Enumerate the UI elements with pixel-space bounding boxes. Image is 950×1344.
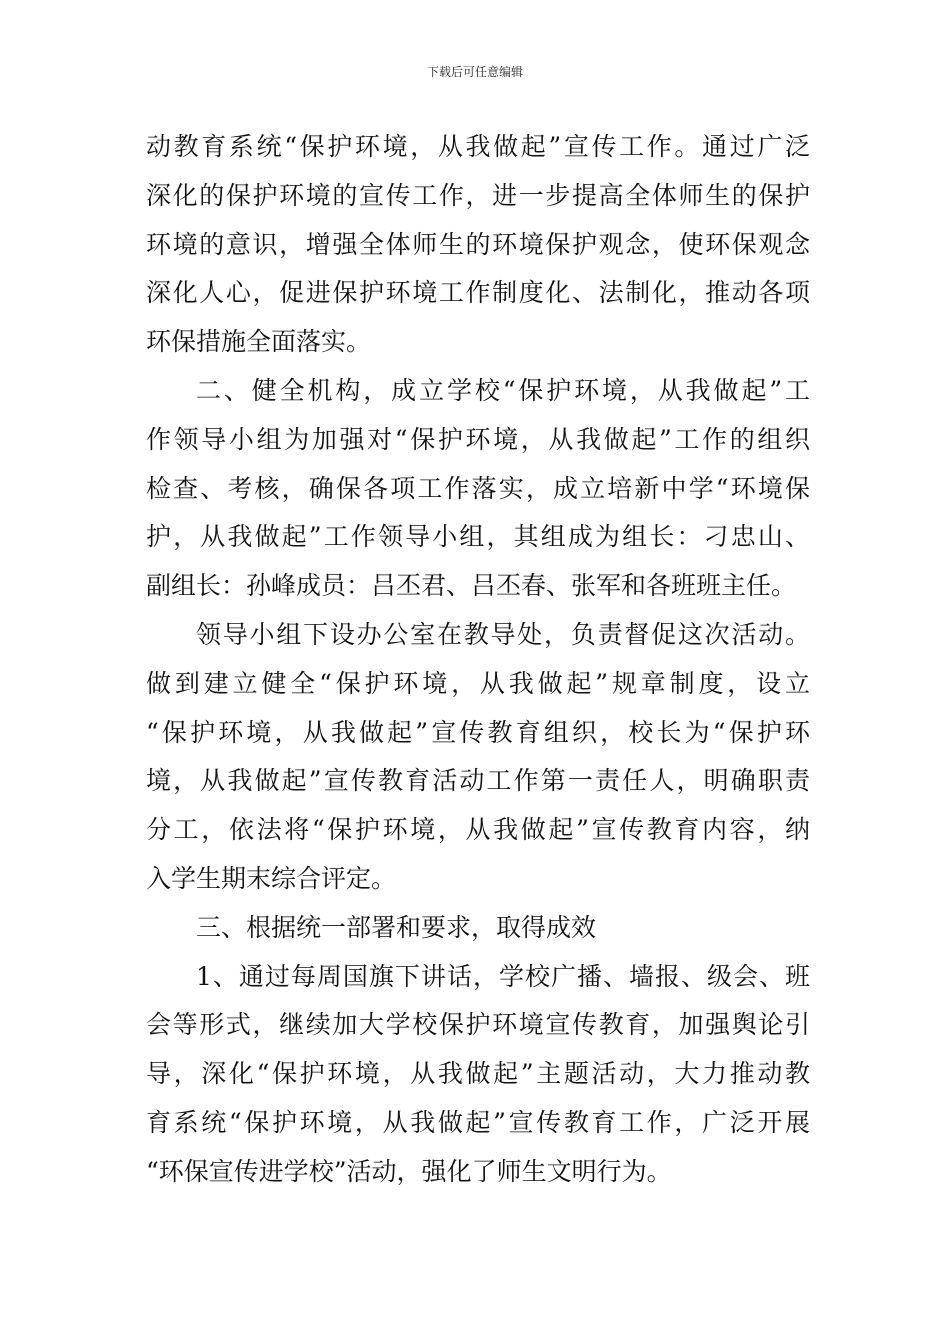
text-line: 动教育系统“保护环境，从我做起”宣传工作。通过广泛 xyxy=(146,132,810,161)
text-line: 育系统“保护环境，从我做起”宣传教育工作，广泛开展 xyxy=(146,1107,810,1137)
text-line: 做到建立健全“保护环境，从我做起”规章制度，设立 xyxy=(146,668,810,698)
text-line: 作领导小组为加强对“保护环境，从我做起”工作的组织 xyxy=(146,424,810,454)
text-line: 入学生期末综合评定。 xyxy=(146,863,397,893)
paragraph xyxy=(146,953,810,1197)
text-line: “保护环境，从我做起”宣传教育组织，校长为“保护环 xyxy=(146,717,810,747)
text-line: 导，深化“保护环境，从我做起”主题活动，大力推动教 xyxy=(146,1059,810,1089)
text-line: 领导小组下设办公室在教导处，负责督促这次活动。 xyxy=(196,619,810,649)
paragraph xyxy=(146,367,810,611)
text-line: 护，从我做起”工作领导小组，其组成为组长：刁忠山、 xyxy=(146,522,810,552)
paragraph xyxy=(146,611,810,904)
page-header: 下载后可任意编辑 xyxy=(426,65,523,79)
document-body xyxy=(146,123,810,1197)
text-line: 1、通过每周国旗下讲话，学校广播、墙报、级会、班 xyxy=(196,961,810,991)
text-line: 副组长：孙峰成员：吕丕君、吕丕春、张军和各班班主任。 xyxy=(146,571,797,601)
text-line: 分工，依法将“保护环境，从我做起”宣传教育内容，纳 xyxy=(146,815,810,845)
text-line: 会等形式，继续加大学校保护环境宣传教育，加强舆论引 xyxy=(146,1010,810,1040)
text-line: 深化的保护环境的宣传工作，进一步提高全体师生的保护 xyxy=(146,180,810,210)
text-line: 深化人心，促进保护环境工作制度化、法制化，推动各项 xyxy=(146,278,810,308)
text-line: “环保宣传进学校”活动，强化了师生文明行为。 xyxy=(146,1156,672,1186)
text-line: 境，从我做起”宣传教育活动工作第一责任人，明确职责 xyxy=(146,766,810,796)
text-line: 二、健全机构，成立学校“保护环境，从我做起”工 xyxy=(196,375,810,405)
text-line: 三、根据统一部署和要求，取得成效 xyxy=(196,912,597,942)
text-line: 环境的意识，增强全体师生的环境保护观念，使环保观念 xyxy=(146,229,810,259)
paragraph xyxy=(146,123,810,367)
text-line: 检查、考核，确保各项工作落实，成立培新中学“环境保 xyxy=(146,473,810,503)
text-line: 环保措施全面落实。 xyxy=(146,327,372,357)
section-heading xyxy=(146,904,810,953)
